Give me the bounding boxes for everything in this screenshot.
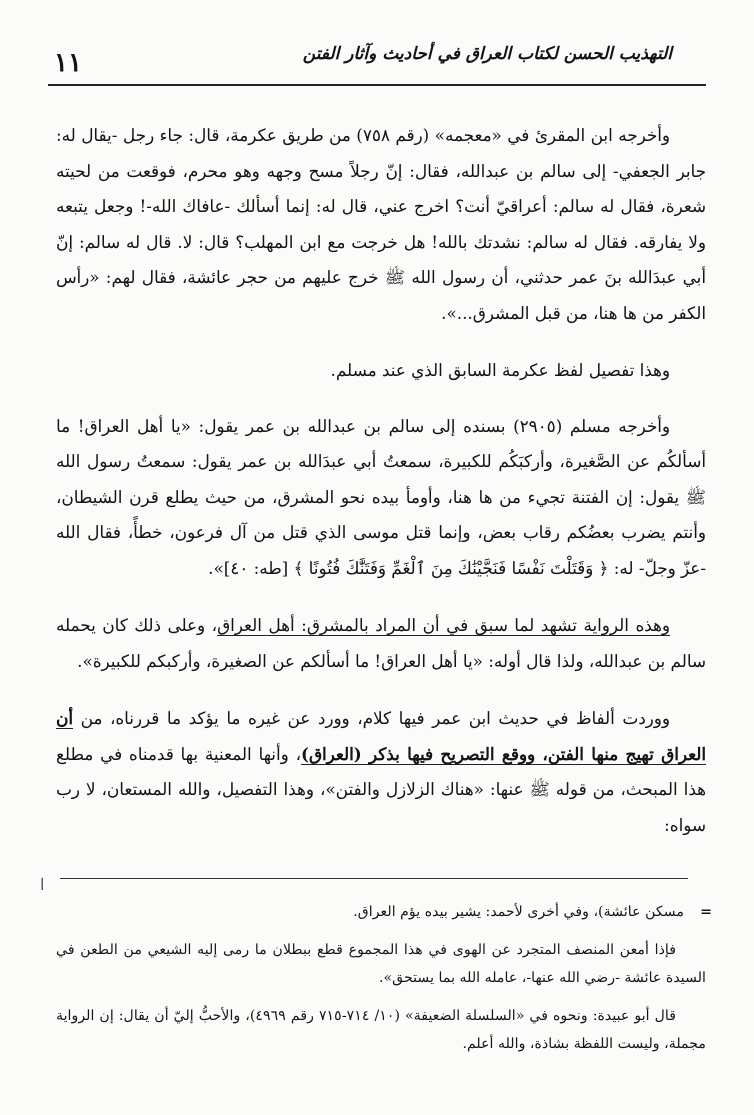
paragraph-5-start: ووردت ألفاظ في حديث ابن عمر فيها كلام، وورد عن غيره ما يؤكد ما قررناه، من xyxy=(73,708,670,728)
footnote-continuation xyxy=(56,898,712,926)
running-title: التهذيب الحسن لكتاب العراق في أحاديث وآثار الفتن xyxy=(302,44,672,64)
paragraph-5 xyxy=(56,701,706,843)
paragraph-4 xyxy=(56,608,706,679)
footnote-separator xyxy=(60,878,688,879)
page-header xyxy=(48,40,706,90)
main-text xyxy=(56,118,706,865)
continuation-marker: = xyxy=(700,904,712,920)
paragraph-1: وأخرجه ابن المقرئ في «معجمه» (رقم ٧٥٨) من طريق عكرمة، قال: جاء رجل -يقال له: جابر الجعفي- إلى سالم بن عبدالله، فقال: إنّ رجلاً مسح وجهه وهو محرم، فوقعت من لحيته شعرة، فقال له سالم: أعراقيّ أنت؟ اخرج عني، قال له: إنما أسألك -عافاك الله-! وجعل يتبعه ولا يفارقه. فقال له سالم: نشدتك بالله! هل خرجت مع ابن المهلب؟ قال: لا. قال له سالم: إنّ أبي عبدَالله بنَ عمر حدثني، أن رسول الله ﷺ خرج عليهم من حجر عائشة، فقال لهم: «رأس الكفر من ها هنا، من قبل المشرق...». xyxy=(56,125,706,323)
paragraph-2: وهذا تفصيل لفظ عكرمة السابق الذي عند مسلم. xyxy=(330,360,670,380)
margin-mark: ا xyxy=(40,875,45,894)
footnote-2: فإذا أمعن المنصف المتجرد عن الهوى في هذا المجموع قطع ببطلان ما رمى إليه الشيعي من الطعن في السيدة عائشة -رضي الله عنها-، عامله الله بما يستحق». xyxy=(56,942,706,986)
header-rule xyxy=(48,84,706,86)
paragraph-4-underlined: وهذه الرواية تشهد لما سبق في أن المراد بالمشرق: أهل العراق xyxy=(217,615,671,635)
footnotes xyxy=(56,898,712,1068)
paragraph-5-rest: ، وأنها المعنية بها قدمناه في مطلع هذا المبحث، من قوله ﷺ عنها: «هناك الزلازل والفتن»، وهذا التفصيل، والله المستعان، لا رب سواه: xyxy=(56,743,706,835)
paragraph-4-rest: ، وعلى ذلك كان يحمله سالم بن عبدالله، ولذا قال أوله: «يا أهل العراق! ما أسألكم عن الصغيرة، وأركبكم للكبيرة». xyxy=(56,615,706,671)
paragraph-5-underlined: أن العراق تهيج منها الفتن، ووقع التصريح فيها بذكر (العراق) xyxy=(56,708,706,764)
page-number: ١١ xyxy=(54,48,82,78)
footnote-3: قال أبو عبيدة: ونحوه في «السلسلة الضعيفة» (١٠/ ٧١٤-٧١٥ رقم ٤٩٦٩)، والأحبُّ إليّ أن يقال: إن الرواية مجملة، وليست اللفظة بشاذة، والله أعلم. xyxy=(56,1008,706,1052)
paragraph-3: وأخرجه مسلم (٢٩٠٥) بسنده إلى سالم بن عبدالله بن عمر يقول: «يا أهل العراق! ما أسألكُم عن الصَّغيرة، وأركبَكُم للكبيرة، سمعتُ أبي عبدَالله بن عمر يقول: سمعتُ رسول الله ﷺ يقول: إن الفتنة تجيء من ها هنا، وأومأ بيده نحو المشرق، من حيث يطلع قرن الشيطان، وأنتم يضرب بعضُكم رقاب بعض، وإنما قتل موسى الذي قتل من آل فرعون، خطأً، فقال الله -عزّ وجلّ- له: ﴿ وَقَتَلْتَ نَفْسًا فَنَجَّيْنَٰكَ مِنَ ٱلْغَمِّ وَفَتَنَّٰكَ فُتُونًا ﴾ [طه: ٤٠]». xyxy=(56,415,706,578)
footnote-1-text: مسكن عائشة)، وفي أخرى لأحمد: يشير بيده يؤم العراق. xyxy=(353,904,684,920)
